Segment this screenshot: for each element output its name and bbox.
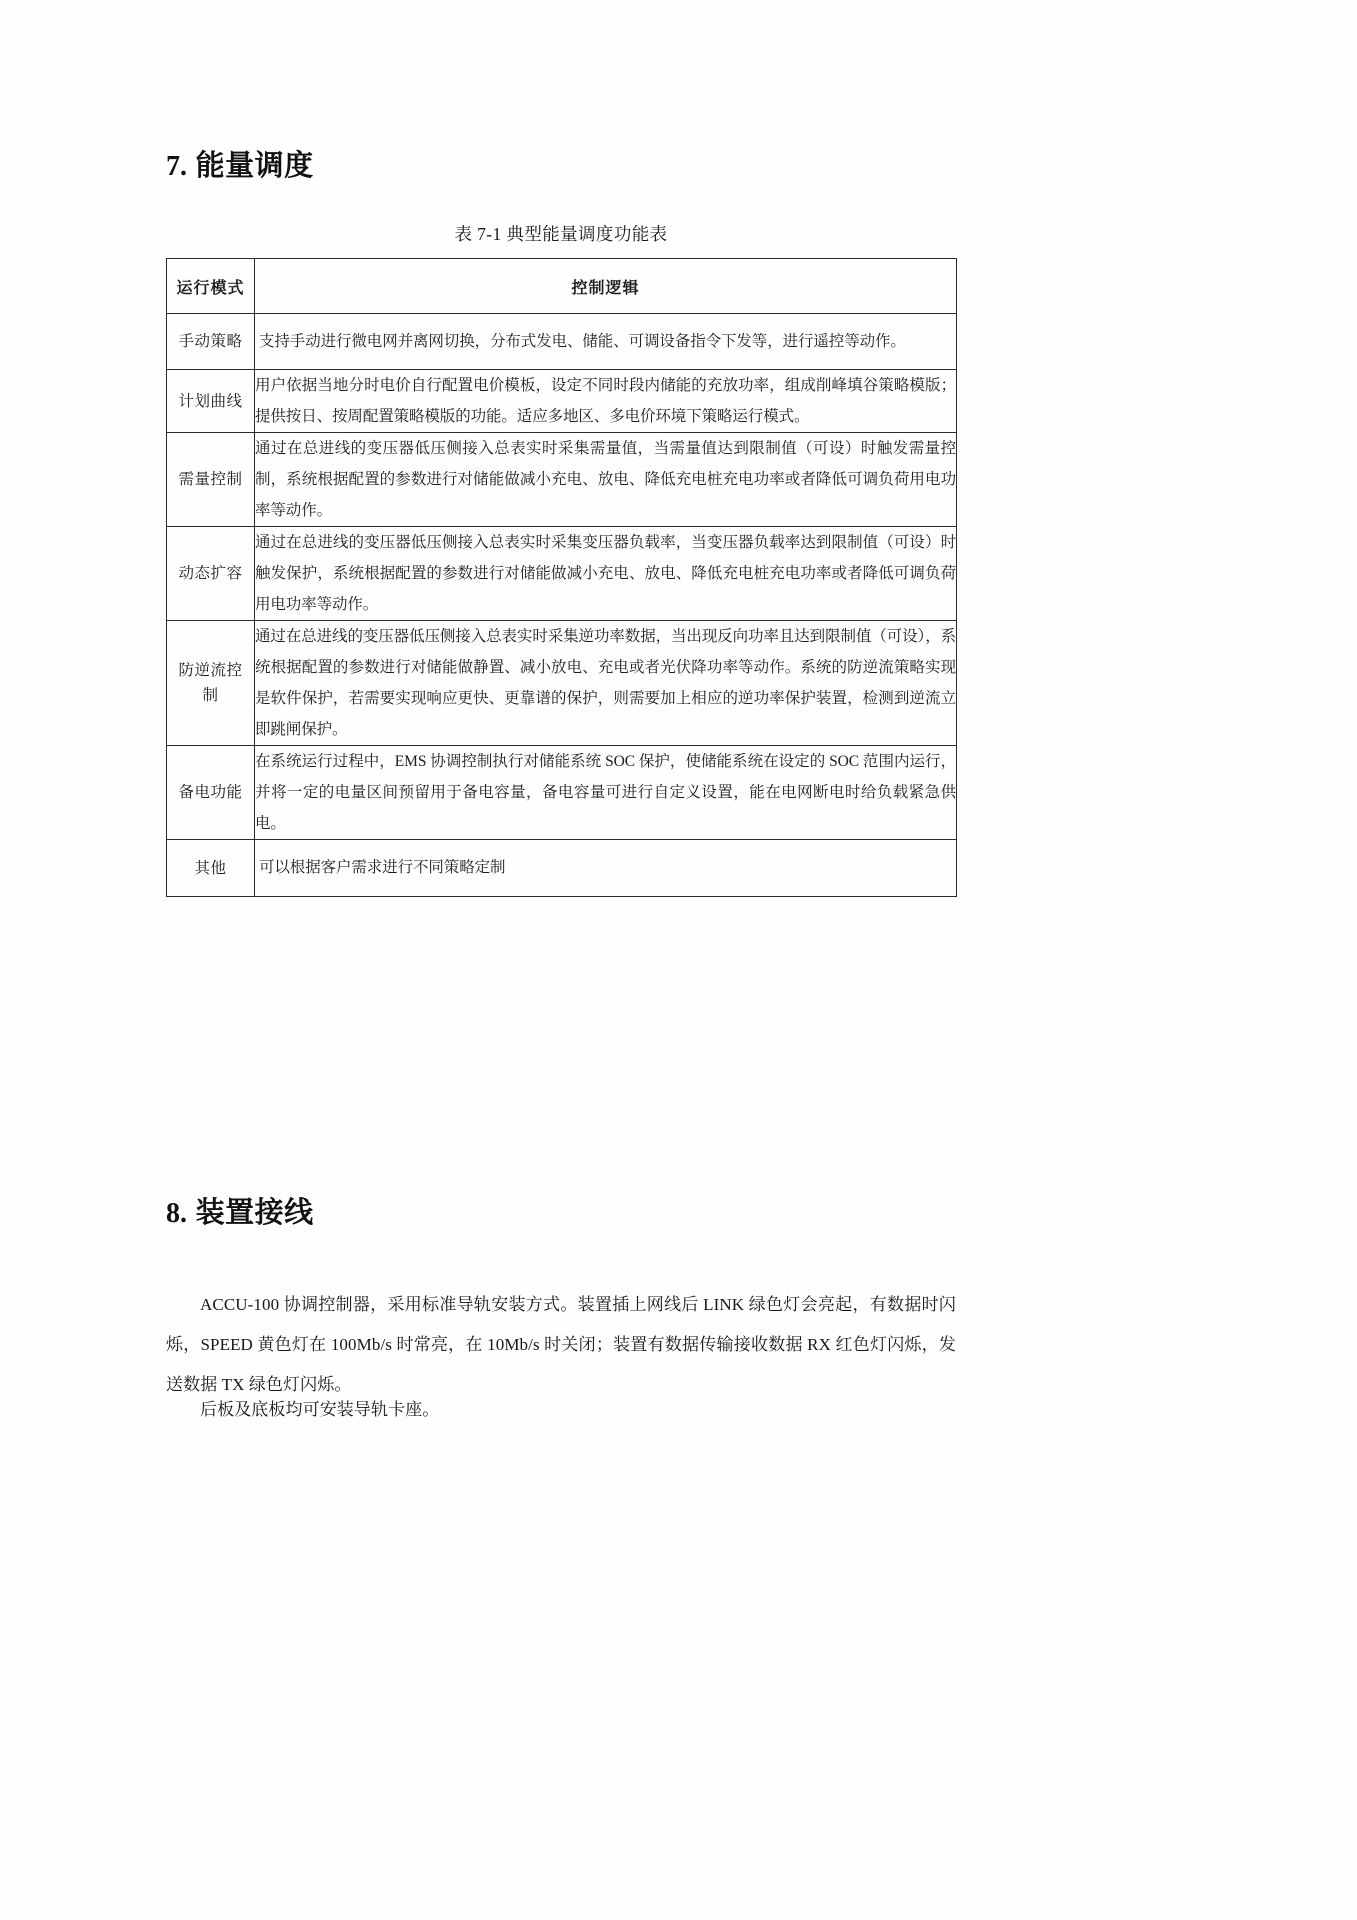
column-header-logic: 控制逻辑 (255, 259, 957, 314)
cell-logic: 可以根据客户需求进行不同策略定制 (255, 840, 957, 896)
cell-logic: 通过在总进线的变压器低压侧接入总表实时采集变压器负载率，当变压器负载率达到限制值（可设）时触发保护，系统根据配置的参数进行对储能做减小充电、放电、降低充电桩充电功率或者降低可调负荷用电功率等动作。 (255, 527, 957, 621)
table-row (167, 746, 957, 840)
body-paragraph: 后板及底板均可安装导轨卡座。 (200, 1400, 440, 1419)
body-paragraph: ACCU-100 协调控制器，采用标准导轨安装方式。装置插上网线后 LINK 绿色灯会亮起，有数据时闪烁，SPEED 黄色灯在 100Mb/s 时常亮，在 10Mb/s 时关闭；装置有数据传输接收数据 RX 红色灯闪烁，发送数据 TX 绿色灯闪烁。 (166, 1295, 956, 1394)
cell-mode: 计划曲线 (167, 370, 255, 433)
cell-mode: 动态扩容 (167, 527, 255, 621)
cell-logic: 用户依据当地分时电价自行配置电价模板，设定不同时段内储能的充放功率，组成削峰填谷策略模版；提供按日、按周配置策略模版的功能。适应多地区、多电价环境下策略运行模式。 (255, 370, 957, 433)
page-title-section-8 (166, 1195, 314, 1231)
section-8-title: 装置接线 (195, 1197, 314, 1229)
energy-dispatch-table (166, 258, 957, 897)
section-7-number: 7. (166, 151, 187, 182)
table-row (167, 370, 957, 433)
table-row (167, 314, 957, 370)
section-8-number: 8. (166, 1198, 187, 1229)
table-caption: 表 7-1 典型能量调度功能表 (454, 224, 668, 244)
table-row (167, 433, 957, 527)
table-row (167, 621, 957, 746)
table-row (167, 527, 957, 621)
column-header-mode: 运行模式 (167, 259, 255, 314)
cell-mode: 备电功能 (167, 746, 255, 840)
cell-logic: 通过在总进线的变压器低压侧接入总表实时采集逆功率数据，当出现反向功率且达到限制值（可设），系统根据配置的参数进行对储能做静置、减小放电、充电或者光伏降功率等动作。系统的防逆流策略实现是软件保护，若需要实现响应更快、更靠谱的保护，则需要加上相应的逆功率保护装置，检测到逆流立即跳闸保护。 (255, 621, 957, 746)
table-header-row (167, 259, 957, 314)
cell-mode: 需量控制 (167, 433, 255, 527)
energy-dispatch-table-wrapper (166, 258, 956, 897)
cell-mode: 手动策略 (167, 314, 255, 370)
cell-logic: 在系统运行过程中，EMS 协调控制执行对储能系统 SOC 保护，使储能系统在设定的 SOC 范围内运行，并将一定的电量区间预留用于备电容量，备电容量可进行自定义设置，能在电网断电时给负载紧急供电。 (255, 746, 957, 840)
cell-logic: 支持手动进行微电网并离网切换，分布式发电、储能、可调设备指令下发等，进行遥控等动作。 (255, 314, 957, 370)
cell-mode: 其他 (167, 840, 255, 896)
cell-mode: 防逆流控 制 (167, 621, 255, 746)
page-title-section-7 (166, 148, 314, 184)
cell-logic: 通过在总进线的变压器低压侧接入总表实时采集需量值，当需量值达到限制值（可设）时触发需量控制，系统根据配置的参数进行对储能做减小充电、放电、降低充电桩充电功率或者降低可调负荷用电功率等动作。 (255, 433, 957, 527)
section-7-title: 能量调度 (195, 150, 314, 182)
table-row (167, 840, 957, 896)
